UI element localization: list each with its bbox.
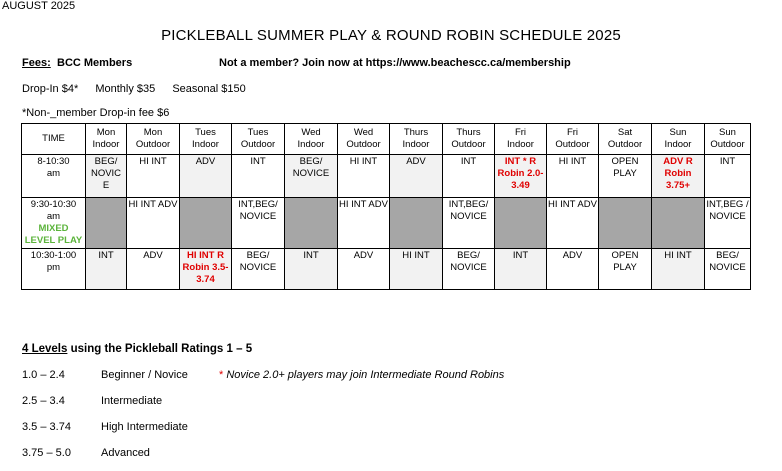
schedule-row-morning <box>22 155 751 198</box>
session-cell: INT <box>285 249 338 290</box>
level-range: 2.5 – 3.4 <box>22 395 65 407</box>
levels-title: 4 Levels using the Pickleball Ratings 1 – 5 <box>22 343 253 355</box>
col-header: Sun Outdoor <box>705 124 751 155</box>
level-range: 1.0 – 2.4 <box>22 369 65 381</box>
fees-label: Fees: <box>22 57 51 69</box>
round-robin-cell: INT * R Robin 2.0-3.49 <box>495 155 547 198</box>
col-header: Thurs Indoor <box>390 124 443 155</box>
session-cell: ADV <box>180 155 232 198</box>
membership-join-text: Not a member? Join now at https://www.beachescc.ca/membership <box>219 57 571 69</box>
col-header: Fri Indoor <box>495 124 547 155</box>
session-cell: INT,BEG / NOVICE <box>705 198 751 249</box>
time-header: TIME <box>22 124 86 155</box>
session-cell: BEG/ NOVICE <box>285 155 338 198</box>
session-cell: INT <box>443 155 495 198</box>
drop-in-fee: Drop-In $4* <box>22 83 79 95</box>
unavailable-cell <box>86 198 127 249</box>
session-cell: ADV <box>547 249 599 290</box>
session-cell: HI INT ADV <box>338 198 390 249</box>
unavailable-cell <box>180 198 232 249</box>
schedule-table <box>21 123 751 290</box>
session-cell: HI INT <box>390 249 443 290</box>
level-name: Intermediate <box>101 395 163 407</box>
session-cell: OPEN PLAY <box>599 249 652 290</box>
page-title: PICKLEBALL SUMMER PLAY & ROUND ROBIN SCHEDULE 2025 <box>161 27 621 44</box>
session-cell: INT <box>495 249 547 290</box>
document-date: AUGUST 2025 <box>2 0 76 12</box>
col-header: Thurs Outdoor <box>443 124 495 155</box>
time-cell: 8-10:30 am <box>22 155 86 198</box>
session-cell: OPEN PLAY <box>599 155 652 198</box>
session-cell: BEG/ NOVICE <box>232 249 285 290</box>
level-name: Advanced <box>101 447 150 459</box>
session-cell: HI INT <box>127 155 180 198</box>
unavailable-cell <box>390 198 443 249</box>
session-cell: INT <box>705 155 751 198</box>
novice-note: * Novice 2.0+ players may join Intermediate Round Robins <box>219 369 505 381</box>
unavailable-cell <box>495 198 547 249</box>
monthly-fee: Monthly $35 <box>95 83 156 95</box>
session-cell: HI INT ADV <box>547 198 599 249</box>
fee-prices <box>22 83 260 95</box>
level-range: 3.5 – 3.74 <box>22 421 71 433</box>
session-cell: HI INT ADV <box>127 198 180 249</box>
col-header: Tues Indoor <box>180 124 232 155</box>
unavailable-cell <box>599 198 652 249</box>
level-name: High Intermediate <box>101 421 188 433</box>
col-header: Wed Outdoor <box>338 124 390 155</box>
fees-members-label: BCC Members <box>57 57 133 69</box>
session-cell: BEG/ NOVICE <box>443 249 495 290</box>
session-cell: ADV <box>338 249 390 290</box>
session-cell: HI INT <box>547 155 599 198</box>
unavailable-cell <box>652 198 705 249</box>
round-robin-cell: HI INT R Robin 3.5-3.74 <box>180 249 232 290</box>
session-cell: INT,BEG/ NOVICE <box>443 198 495 249</box>
time-cell: 10:30-1:00 pm <box>22 249 86 290</box>
session-cell: HI INT <box>652 249 705 290</box>
seasonal-fee: Seasonal $150 <box>172 83 246 95</box>
schedule-row-mixed <box>22 198 751 249</box>
schedule-header-row <box>22 124 751 155</box>
col-header: Sat Outdoor <box>599 124 652 155</box>
session-cell: INT <box>232 155 285 198</box>
level-range: 3.75 – 5.0 <box>22 447 71 459</box>
round-robin-cell: ADV R Robin 3.75+ <box>652 155 705 198</box>
session-cell: BEG/ NOVICE <box>705 249 751 290</box>
col-header: Wed Indoor <box>285 124 338 155</box>
session-cell: ADV <box>127 249 180 290</box>
level-name: Beginner / Novice <box>101 369 188 381</box>
time-cell: 9:30-10:30 am MIXED LEVEL PLAY <box>22 198 86 249</box>
col-header: Tues Outdoor <box>232 124 285 155</box>
session-cell: INT,BEG/ NOVICE <box>232 198 285 249</box>
col-header: Mon Outdoor <box>127 124 180 155</box>
non-member-fee: *Non-_member Drop-in fee $6 <box>22 107 170 119</box>
session-cell: BEG/ NOVIC E <box>86 155 127 198</box>
col-header: Mon Indoor <box>86 124 127 155</box>
schedule-row-midday <box>22 249 751 290</box>
session-cell: HI INT <box>338 155 390 198</box>
col-header: Fri Outdoor <box>547 124 599 155</box>
unavailable-cell <box>285 198 338 249</box>
session-cell: ADV <box>390 155 443 198</box>
session-cell: INT <box>86 249 127 290</box>
col-header: Sun Indoor <box>652 124 705 155</box>
mixed-level-label: MIXED LEVEL PLAY <box>24 223 83 246</box>
